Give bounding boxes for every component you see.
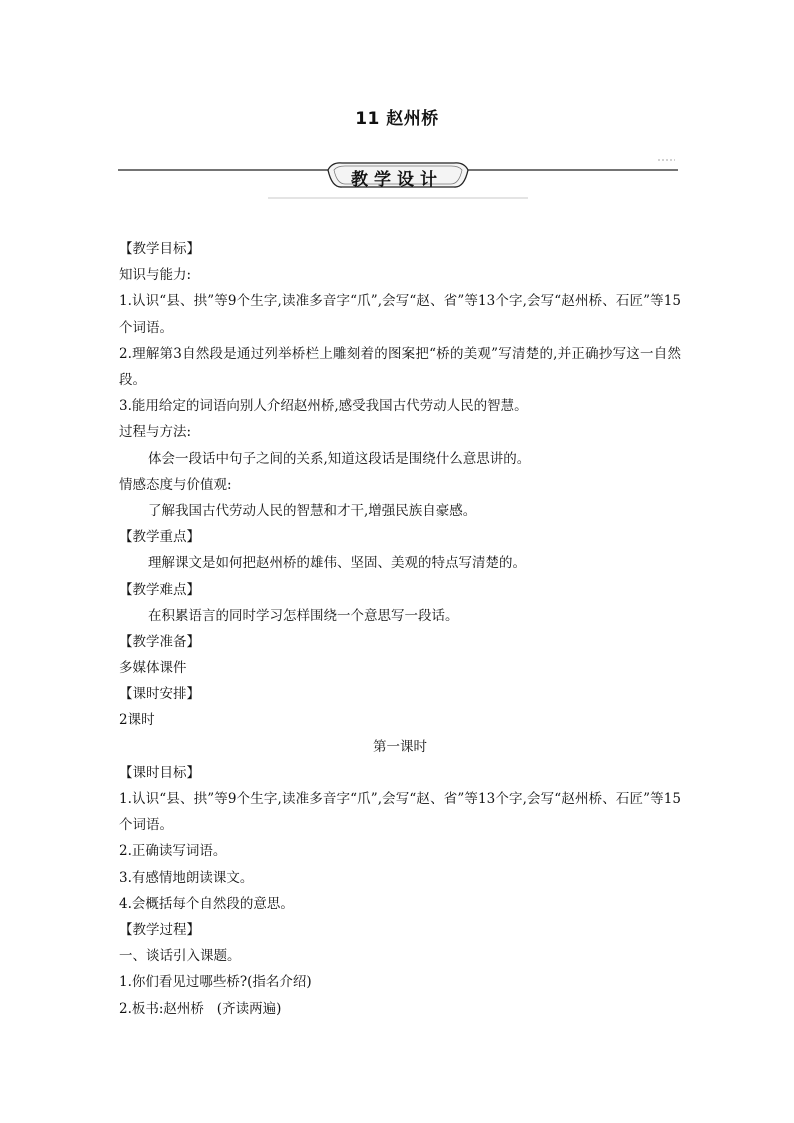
lesson-subtitle: 第一课时 (373, 738, 427, 755)
section-heading: 【教学过程】 (119, 921, 200, 938)
document-title: 11 赵州桥 (355, 109, 439, 129)
paragraph: 2.板书:赵州桥 (齐读两遍) (119, 1000, 282, 1017)
paragraph: 知识与能力: (119, 267, 192, 284)
paragraph: 在积累语言的同时学习怎样围绕一个意思写一段话。 (148, 607, 459, 624)
paragraph: 一、谈话引入课题。 (119, 948, 241, 965)
paragraph: 2.理解第3自然段是通过列举桥栏上雕刻着的图案把“桥的美观”写清楚的,并正确抄写这一自然段。 (119, 345, 681, 388)
section-heading: 【教学目标】 (119, 241, 200, 257)
paragraph: 1.认识“县、拱”等9个生字,读准多音字“爪”,会写“赵、省”等13个字,会写“赵州桥、石匠”等15个词语。 (119, 791, 681, 834)
paragraph: 情感态度与价值观: (119, 476, 232, 493)
paragraph: 2课时 (119, 712, 155, 729)
document-body (119, 236, 681, 1022)
banner-label: 教学设计 (351, 170, 443, 190)
paragraph: 4.会概括每个自然段的意思。 (119, 895, 294, 912)
paragraph: 3.能用给定的词语向别人介绍赵州桥,感受我国古代劳动人民的智慧。 (119, 398, 528, 415)
paragraph: 理解课文是如何把赵州桥的雄伟、坚固、美观的特点写清楚的。 (148, 555, 526, 572)
paragraph: 2.正确读写词语。 (119, 843, 227, 860)
paragraph: 1.你们看见过哪些桥?(指名介绍) (119, 974, 312, 991)
paragraph: 多媒体课件 (119, 660, 187, 677)
paragraph: 了解我国古代劳动人民的智慧和才干,增强民族自豪感。 (148, 502, 477, 519)
section-heading: 【课时目标】 (119, 764, 200, 781)
paragraph: 体会一段话中句子之间的关系,知道这段话是围绕什么意思讲的。 (148, 450, 531, 467)
section-heading: 【教学重点】 (119, 529, 200, 546)
section-heading: 【教学准备】 (119, 633, 200, 650)
section-heading: 【教学难点】 (119, 581, 200, 598)
section-heading: 【课时安排】 (119, 686, 200, 703)
paragraph: 1.认识“县、拱”等9个生字,读准多音字“爪”,会写“赵、省”等13个字,会写“赵州桥、石匠”等15个词语。 (119, 293, 681, 336)
paragraph: 3.有感情地朗读课文。 (119, 869, 254, 886)
paragraph: 过程与方法: (119, 424, 192, 441)
